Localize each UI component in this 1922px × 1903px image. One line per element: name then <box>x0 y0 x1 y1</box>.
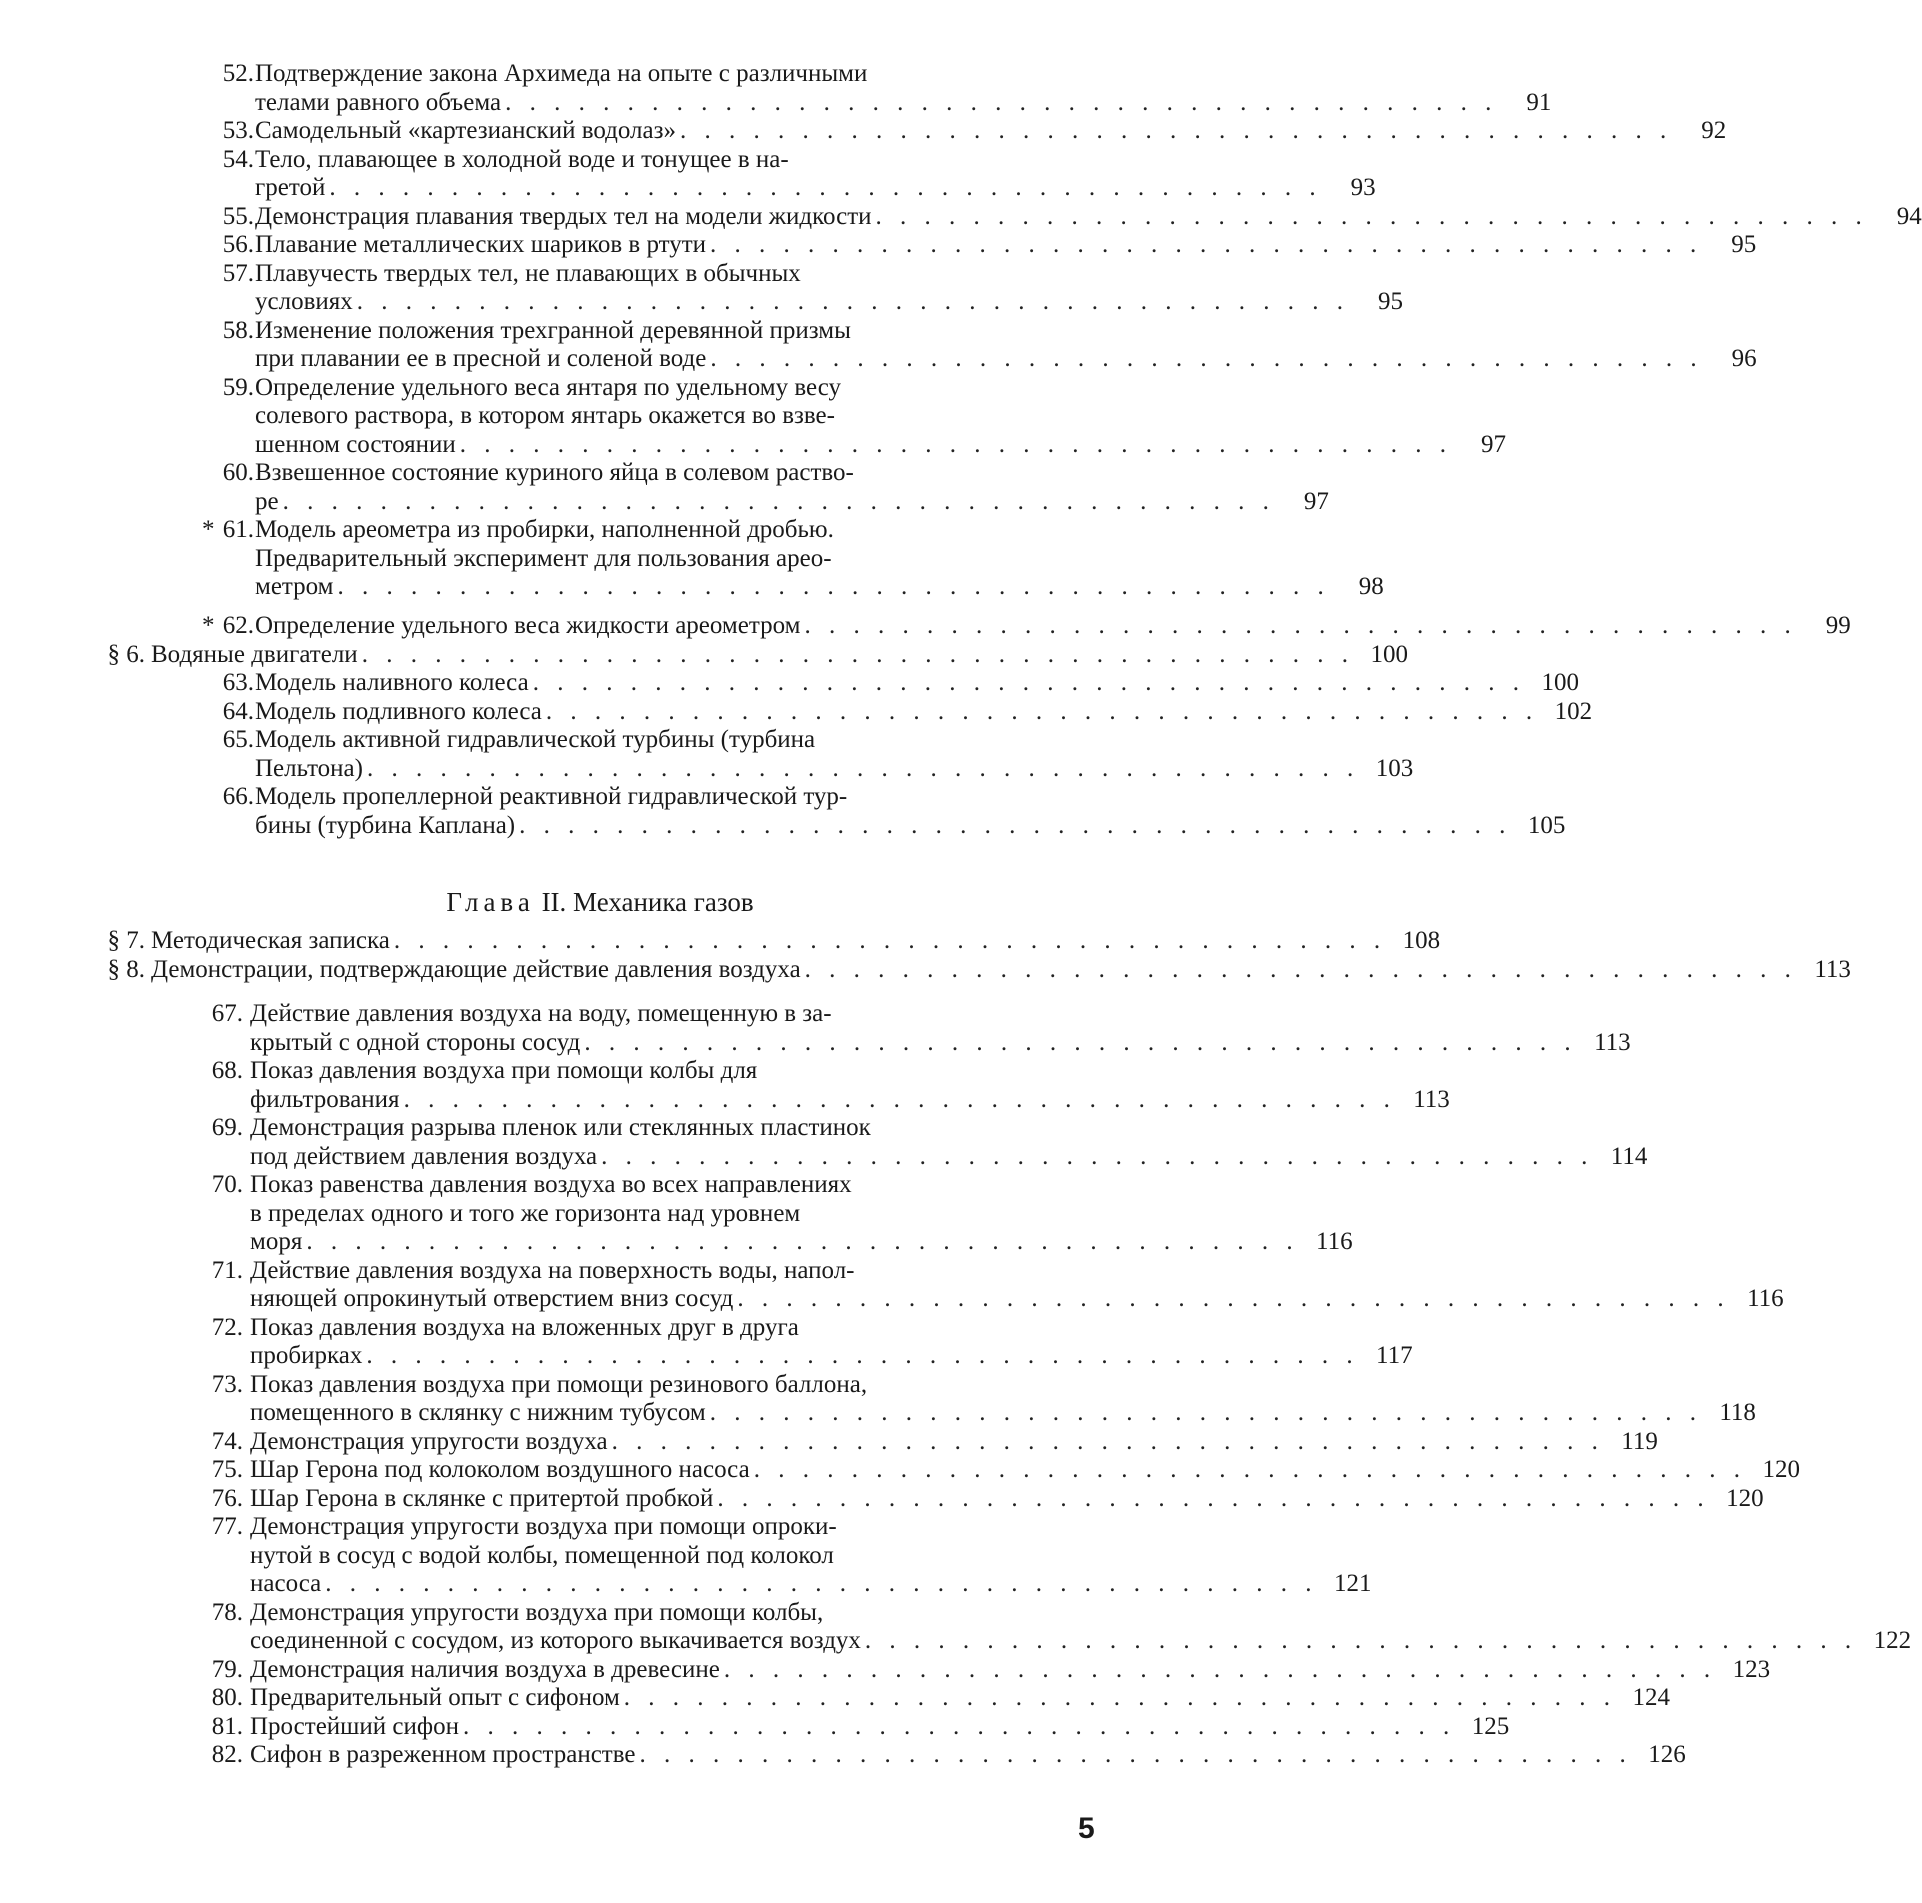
entry-line: Предварительный опыт с сифоном <box>250 1684 620 1711</box>
toc-entry <box>0 1370 1756 1428</box>
chapter-title: Механика газов <box>573 887 754 917</box>
entry-text <box>255 231 1757 260</box>
entry-last-line <box>250 1085 1450 1115</box>
entry-last-line <box>250 1655 1771 1685</box>
entry-page-number: 122 <box>1873 1627 1912 1654</box>
entry-line: Демонстрация плавания твердых тел на модели жидкости <box>255 202 872 230</box>
entry-line: Показ давления воздуха при помощи колбы для <box>250 1057 758 1084</box>
entry-line: гретой <box>255 174 326 201</box>
entry-line: Шар Герона в склянке с притертой пробкой <box>250 1484 714 1512</box>
toc-entry <box>0 927 1441 956</box>
entry-number: 76. <box>211 1484 243 1512</box>
entry-last-line <box>255 573 1384 602</box>
entry-page-number: 97 <box>1481 430 1507 458</box>
entry-line: метром <box>255 573 334 600</box>
chapter-heading <box>0 886 1200 918</box>
toc-entry <box>0 726 1414 783</box>
entry-page-number: 99 <box>1825 612 1851 639</box>
entry-line: Предварительный эксперимент для пользования арео- <box>255 544 832 572</box>
entry-line: телами равного объема <box>255 88 502 116</box>
entry-line: в пределах одного и того же горизонта над уровнем <box>250 1199 801 1227</box>
entry-line: бины (турбина Каплана) <box>255 811 516 839</box>
entry-line: помещенного в склянку с нижним тубусом <box>250 1399 706 1426</box>
entry-number: 53. <box>222 117 254 144</box>
entry-last-line <box>255 202 1922 232</box>
entry-line: Водяные двигатели <box>151 641 358 668</box>
entry-number: 57. <box>222 259 254 287</box>
entry-number: 66. <box>222 783 254 810</box>
entry-page-number: 116 <box>1316 1228 1353 1255</box>
entry-page-number: 100 <box>1541 669 1579 696</box>
dot-leader: . . . . . . . . . . . . . . . . . . . . . . . . . . . . . . . . . . . . . . . . . <box>804 955 1797 983</box>
entry-text <box>255 459 1329 516</box>
toc-entry <box>0 783 1566 840</box>
entry-page-number: 103 <box>1375 754 1414 782</box>
page-number: 5 <box>1078 1812 1095 1845</box>
dot-leader: . . . . . . . . . . . . . . . . . . . . . . . . . . . . . . . . . . . . . . . . . <box>717 1484 1710 1512</box>
entry-last-line <box>255 811 1566 841</box>
dot-leader: . . . . . . . . . . . . . . . . . . . . . . . . . . . . . . . . . . . . . . . . . <box>366 754 1360 782</box>
entry-line: пробирках <box>250 1342 363 1369</box>
entry-text <box>151 641 1408 670</box>
entry-line: под действием давления воздуха <box>250 1142 598 1170</box>
entry-last-line <box>250 1684 1671 1713</box>
entry-number: 63. <box>222 669 254 696</box>
entry-line: Изменение положения трехгранной деревянной призмы <box>255 316 851 344</box>
toc-entry <box>0 373 1507 460</box>
entry-last-line <box>255 697 1593 727</box>
entry-line: шенном состоянии <box>255 430 456 458</box>
entry-line: при плавании ее в пресной и соленой воде <box>255 345 707 372</box>
dot-leader: . . . . . . . . . . . . . . . . . . . . . . . . . . . . . . . . . . . . . . . . . <box>710 231 1703 258</box>
entry-text <box>250 1370 1756 1428</box>
entry-page-number: 102 <box>1554 697 1593 725</box>
dot-leader: . . . . . . . . . . . . . . . . . . . . . . . . . . . . . . . . . . . . . . . . . <box>679 117 1673 144</box>
entry-text <box>250 1427 1658 1457</box>
entry-line: соединенной с сосудом, из которого выкачивается воздух <box>250 1627 861 1654</box>
entry-page-number: 117 <box>1376 1342 1413 1369</box>
entry-number: 72. <box>211 1313 243 1341</box>
entry-page-number: 121 <box>1333 1570 1372 1597</box>
entry-last-line <box>250 1627 1912 1656</box>
entry-page-number: 126 <box>1648 1741 1686 1768</box>
entry-text <box>255 783 1566 840</box>
toc-entry <box>0 1114 1648 1171</box>
entry-line: Показ давления воздуха при помощи резинового баллона, <box>250 1370 868 1398</box>
entry-last-line <box>250 1484 1764 1514</box>
entry-line: Модель пропеллерной реактивной гидравлической тур- <box>255 783 848 810</box>
entry-number: § 6. <box>107 641 145 668</box>
entry-line: Показ давления воздуха на вложенных друг в друга <box>250 1313 799 1341</box>
dot-leader: . . . . . . . . . . . . . . . . . . . . . . . . . . . . . . . . . . . . . . . . . <box>710 345 1703 372</box>
entry-line: насоса <box>250 1570 322 1597</box>
dot-leader: . . . . . . . . . . . . . . . . . . . . . . . . . . . . . . . . . . . . . . . . . <box>356 288 1350 315</box>
entry-last-line <box>250 1399 1756 1428</box>
entry-last-line <box>255 231 1757 260</box>
entry-text <box>250 1313 1413 1371</box>
entry-line: Шар Герона под колоколом воздушного насоса <box>250 1456 750 1483</box>
entry-number: 77. <box>211 1513 243 1540</box>
dot-leader: . . . . . . . . . . . . . . . . . . . . . . . . . . . . . . . . . . . . . . . . . <box>623 1684 1617 1711</box>
entry-last-line <box>151 927 1441 956</box>
entry-last-line <box>255 612 1851 641</box>
entry-line: Сифон в разреженном пространстве <box>250 1741 636 1768</box>
entry-last-line <box>250 1342 1413 1371</box>
entry-text <box>250 1000 1631 1057</box>
entry-line: Демонстрация разрыва пленок или стеклянных пластинок <box>250 1114 871 1141</box>
entry-number: 64. <box>222 697 254 725</box>
entry-page-number: 113 <box>1814 955 1851 983</box>
entry-text <box>255 117 1727 146</box>
entry-text <box>250 1741 1686 1770</box>
dot-leader: . . . . . . . . . . . . . . . . . . . . . . . . . . . . . . . . . . . . . . . . . <box>306 1228 1299 1255</box>
entry-page-number: 124 <box>1632 1684 1671 1711</box>
entry-line: Демонстрация наличия воздуха в древесине <box>250 1655 720 1683</box>
toc-entry <box>0 612 1851 641</box>
entry-number: 58. <box>222 316 254 344</box>
entry-page-number: 120 <box>1762 1456 1800 1483</box>
entry-number: 73. <box>211 1370 243 1398</box>
entry-text <box>250 1456 1800 1485</box>
entry-last-line <box>255 487 1329 517</box>
toc-entry <box>0 316 1757 374</box>
dot-leader: . . . . . . . . . . . . . . . . . . . . . . . . . . . . . . . . . . . . . . . . . <box>601 1142 1594 1170</box>
toc-entry <box>0 1712 1510 1742</box>
entry-page-number: 92 <box>1701 117 1727 144</box>
entry-number: 52. <box>222 60 254 87</box>
entry-line: Методическая записка <box>151 927 390 954</box>
toc-entry <box>0 697 1593 727</box>
entry-page-number: 120 <box>1726 1484 1764 1512</box>
entry-last-line <box>151 955 1851 985</box>
entry-number: 68. <box>211 1057 243 1084</box>
entry-line: няющей опрокинутый отверстием вниз сосуд <box>250 1285 734 1312</box>
entry-line: Демонстрации, подтверждающие действие давления воздуха <box>151 955 801 983</box>
dot-leader: . . . . . . . . . . . . . . . . . . . . . . . . . . . . . . . . . . . . . . . . . <box>532 669 1525 696</box>
entry-number: 69. <box>211 1114 243 1141</box>
entry-page-number: 113 <box>1413 1085 1450 1113</box>
dot-leader: . . . . . . . . . . . . . . . . . . . . . . . . . . . . . . . . . . . . . . . . . <box>329 174 1322 201</box>
entry-text <box>250 1655 1771 1685</box>
dot-leader: . . . . . . . . . . . . . . . . . . . . . . . . . . . . . . . . . . . . . . . . . <box>723 1655 1717 1683</box>
entry-number: 82. <box>211 1741 243 1768</box>
toc-entry <box>0 641 1408 670</box>
entry-last-line <box>250 1285 1784 1314</box>
dot-leader: . . . . . . . . . . . . . . . . . . . . . . . . . . . . . . . . . . . . . . . . . <box>393 927 1387 954</box>
entry-page-number: 91 <box>1526 88 1552 116</box>
entry-page-number: 118 <box>1719 1399 1756 1426</box>
entry-last-line <box>255 117 1727 146</box>
dot-leader: . . . . . . . . . . . . . . . . . . . . . . . . . . . . . . . . . . . . . . . . . <box>804 612 1797 639</box>
entry-line: Плавание металлических шариков в ртути <box>255 231 707 258</box>
entry-line: фильтрования <box>250 1085 400 1113</box>
entry-star-mark: * <box>202 516 215 543</box>
entry-line: Определение удельного веса жидкости ареометром <box>255 612 801 639</box>
entry-last-line <box>255 88 1552 118</box>
toc-entry <box>0 1655 1771 1685</box>
entry-number: 79. <box>211 1655 243 1683</box>
entry-page-number: 108 <box>1402 927 1441 954</box>
entry-text <box>250 1598 1912 1656</box>
entry-line: моря <box>250 1228 303 1255</box>
entry-text <box>255 316 1757 374</box>
toc-entry <box>0 231 1757 260</box>
entry-text <box>250 1256 1784 1314</box>
entry-last-line <box>250 1028 1631 1058</box>
toc-entry <box>0 1684 1671 1713</box>
entry-text <box>250 1057 1450 1114</box>
entry-number: 71. <box>211 1256 243 1284</box>
entry-last-line <box>250 1570 1372 1599</box>
dot-leader: . . . . . . . . . . . . . . . . . . . . . . . . . . . . . . . . . . . . . . . . . <box>709 1399 1702 1426</box>
entry-line: условиях <box>255 288 353 315</box>
toc-entry <box>0 145 1376 203</box>
entry-text <box>255 697 1593 727</box>
entry-text <box>255 259 1404 317</box>
toc-entry <box>0 1000 1631 1057</box>
entry-line: Демонстрация упругости воздуха при помощи колбы, <box>250 1598 824 1626</box>
entry-last-line <box>151 641 1408 670</box>
entry-line: Плавучесть твердых тел, не плавающих в обычных <box>255 259 801 287</box>
entry-line: нутой в сосуд с водой колбы, помещенной под колокол <box>250 1541 834 1569</box>
entry-last-line <box>250 1741 1686 1770</box>
entry-number: 65. <box>222 726 254 753</box>
entry-last-line <box>255 669 1579 698</box>
entry-text <box>255 60 1552 117</box>
entry-page-number: 97 <box>1303 487 1329 515</box>
entry-page-number: 123 <box>1732 1655 1771 1683</box>
dot-leader: . . . . . . . . . . . . . . . . . . . . . . . . . . . . . . . . . . . . . . . . . <box>864 1627 1858 1654</box>
entry-line: Демонстрация упругости воздуха при помощи опроки- <box>250 1513 837 1540</box>
toc-entry <box>0 1057 1450 1114</box>
entry-number: 60. <box>222 459 254 486</box>
toc-entry <box>0 1598 1912 1656</box>
toc-entry <box>0 117 1727 146</box>
entry-line: Модель активной гидравлической турбины (турбина <box>255 726 816 753</box>
entry-number: 54. <box>222 145 254 173</box>
dot-leader: . . . . . . . . . . . . . . . . . . . . . . . . . . . . . . . . . . . . . . . . . <box>459 430 1453 458</box>
entry-text <box>255 726 1414 783</box>
entry-page-number: 105 <box>1527 811 1566 839</box>
entry-text <box>255 516 1384 602</box>
entry-page-number: 95 <box>1731 231 1757 258</box>
entry-last-line <box>250 1427 1658 1457</box>
dot-leader: . . . . . . . . . . . . . . . . . . . . . . . . . . . . . . . . . . . . . . . . . <box>282 487 1275 515</box>
entry-number: 78. <box>211 1598 243 1626</box>
entry-line: солевого раствора, в котором янтарь окажется во взве- <box>255 402 835 429</box>
toc-entry <box>0 669 1579 698</box>
dot-leader: . . . . . . . . . . . . . . . . . . . . . . . . . . . . . . . . . . . . . . . . . <box>403 1085 1396 1113</box>
entry-line: Модель наливного колеса <box>255 669 529 696</box>
toc-entry <box>0 202 1922 232</box>
entry-text <box>255 373 1507 460</box>
entry-number: 75. <box>211 1456 243 1483</box>
entry-line: Модель ареометра из пробирки, наполненной дробью. <box>255 516 834 543</box>
entry-page-number: 113 <box>1594 1028 1631 1056</box>
toc-entry <box>0 459 1329 516</box>
entry-number: 61. <box>222 516 254 543</box>
entry-line: Модель подливного колеса <box>255 697 542 725</box>
dot-leader: . . . . . . . . . . . . . . . . . . . . . . . . . . . . . . . . . . . . . . . . . <box>611 1427 1604 1455</box>
entry-number: 56. <box>222 231 254 258</box>
entry-page-number: 116 <box>1747 1285 1784 1312</box>
entry-page-number: 96 <box>1731 345 1757 372</box>
entry-last-line <box>255 754 1414 784</box>
entry-line: Подтверждение закона Архимеда на опыте с различными <box>255 60 868 87</box>
dot-leader: . . . . . . . . . . . . . . . . . . . . . . . . . . . . . . . . . . . . . . . . . <box>737 1285 1730 1312</box>
entry-text <box>250 1171 1353 1257</box>
chapter-number: II. <box>541 887 567 917</box>
entry-last-line <box>250 1142 1648 1172</box>
entry-page-number: 93 <box>1350 174 1376 201</box>
entry-number: § 7. <box>107 927 145 954</box>
entry-text <box>151 927 1441 956</box>
entry-page-number: 95 <box>1378 288 1404 315</box>
dot-leader: . . . . . . . . . . . . . . . . . . . . . . . . . . . . . . . . . . . . . . . . . <box>753 1456 1746 1483</box>
entry-page-number: 125 <box>1471 1712 1510 1740</box>
entry-line: Определение удельного веса янтаря по удельному весу <box>255 373 842 401</box>
entry-number: 74. <box>211 1427 243 1455</box>
toc-entry <box>0 60 1552 117</box>
dot-leader: . . . . . . . . . . . . . . . . . . . . . . . . . . . . . . . . . . . . . . . . . <box>361 641 1354 668</box>
entry-page-number: 119 <box>1621 1427 1658 1455</box>
entry-page-number: 94 <box>1896 202 1922 230</box>
dot-leader: . . . . . . . . . . . . . . . . . . . . . . . . . . . . . . . . . . . . . . . . . <box>337 573 1330 600</box>
entry-last-line <box>255 174 1376 203</box>
chapter-label: Глава <box>446 887 535 917</box>
entry-number: 70. <box>211 1171 243 1198</box>
dot-leader: . . . . . . . . . . . . . . . . . . . . . . . . . . . . . . . . . . . . . . . . . <box>519 811 1512 839</box>
entry-line: Взвешенное состояние куриного яйца в солевом раство- <box>255 459 854 486</box>
entry-line: Тело, плавающее в холодной воде и тонущее в на- <box>255 145 789 173</box>
entry-number: 81. <box>211 1712 243 1740</box>
dot-leader: . . . . . . . . . . . . . . . . . . . . . . . . . . . . . . . . . . . . . . . . . <box>584 1028 1577 1056</box>
entry-page-number: 114 <box>1610 1142 1648 1170</box>
dot-leader: . . . . . . . . . . . . . . . . . . . . . . . . . . . . . . . . . . . . . . . . . <box>639 1741 1632 1768</box>
dot-leader: . . . . . . . . . . . . . . . . . . . . . . . . . . . . . . . . . . . . . . . . . <box>875 202 1868 230</box>
dot-leader: . . . . . . . . . . . . . . . . . . . . . . . . . . . . . . . . . . . . . . . . . <box>366 1342 1359 1369</box>
entry-line: Демонстрация упругости воздуха <box>250 1427 608 1455</box>
entry-number: 59. <box>222 373 254 401</box>
toc-entry <box>0 1456 1800 1485</box>
entry-last-line <box>255 345 1757 374</box>
entry-page-number: 100 <box>1370 641 1408 668</box>
entry-text <box>255 202 1922 232</box>
toc-entry <box>0 1427 1658 1457</box>
entry-last-line <box>250 1712 1510 1742</box>
entry-line: Самодельный «картезианский водолаз» <box>255 117 676 144</box>
entry-number: 55. <box>222 202 254 230</box>
entry-number: 67. <box>211 1000 243 1027</box>
entry-star-mark: * <box>202 612 215 639</box>
toc-entry <box>0 259 1404 317</box>
toc-entry <box>0 1256 1784 1314</box>
dot-leader: . . . . . . . . . . . . . . . . . . . . . . . . . . . . . . . . . . . . . . . . . <box>505 88 1498 116</box>
entry-line: Действие давления воздуха на поверхность воды, напол- <box>250 1256 855 1284</box>
entry-last-line <box>255 430 1507 460</box>
entry-page-number: 98 <box>1358 573 1384 600</box>
entry-line: Показ равенства давления воздуха во всех направлениях <box>250 1171 852 1198</box>
dot-leader: . . . . . . . . . . . . . . . . . . . . . . . . . . . . . . . . . . . . . . . . . <box>325 1570 1318 1597</box>
entry-line: Пельтона) <box>255 754 363 782</box>
entry-text <box>250 1484 1764 1514</box>
entry-text <box>255 669 1579 698</box>
entry-number: 80. <box>211 1684 243 1711</box>
entry-line: крытый с одной стороны сосуд <box>250 1028 581 1056</box>
entry-line: ре <box>255 487 279 515</box>
toc-entry <box>0 1484 1764 1514</box>
entry-last-line <box>255 288 1404 317</box>
entry-text <box>151 955 1851 985</box>
toc-entry <box>0 516 1384 602</box>
dot-leader: . . . . . . . . . . . . . . . . . . . . . . . . . . . . . . . . . . . . . . . . . <box>545 697 1539 725</box>
toc-entry <box>0 1171 1353 1257</box>
entry-last-line <box>250 1456 1800 1485</box>
entry-line: Простейший сифон <box>250 1712 459 1740</box>
entry-number: § 8. <box>107 955 145 983</box>
entry-last-line <box>250 1228 1353 1257</box>
entry-text <box>255 612 1851 641</box>
entry-text <box>250 1513 1372 1599</box>
entry-number: 62. <box>222 612 254 639</box>
entry-text <box>250 1712 1510 1742</box>
entry-text <box>250 1114 1648 1171</box>
dot-leader: . . . . . . . . . . . . . . . . . . . . . . . . . . . . . . . . . . . . . . . . . <box>462 1712 1456 1740</box>
toc-entry <box>0 955 1851 985</box>
toc-entry <box>0 1741 1686 1770</box>
toc-entry <box>0 1513 1372 1599</box>
entry-text <box>255 145 1376 203</box>
entry-line: Действие давления воздуха на воду, помещенную в за- <box>250 1000 832 1027</box>
entry-text <box>250 1684 1671 1713</box>
toc-entry <box>0 1313 1413 1371</box>
